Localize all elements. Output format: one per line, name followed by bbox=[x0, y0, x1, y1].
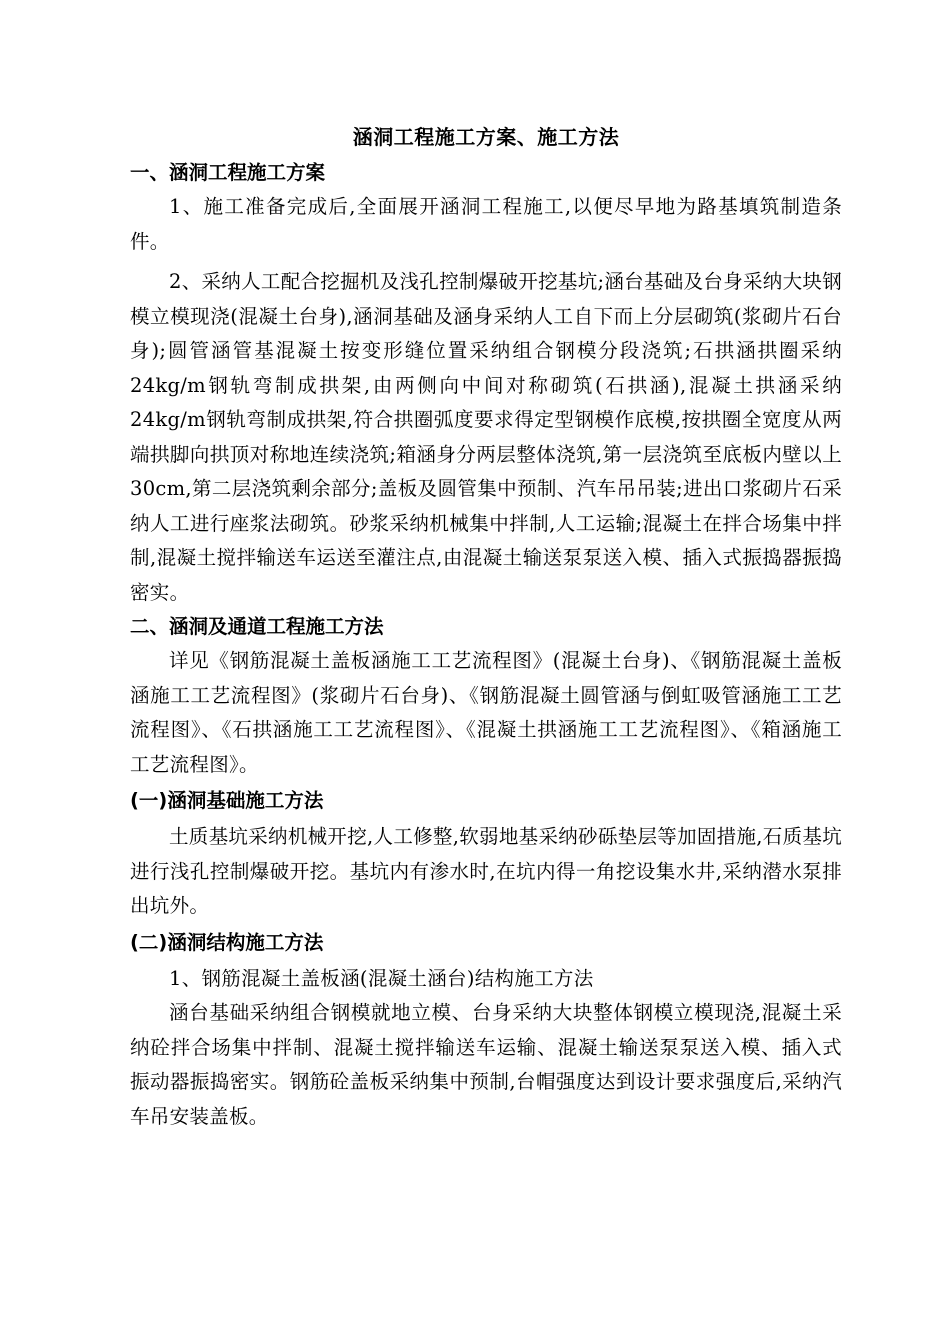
section-1 bbox=[130, 156, 842, 610]
subsection-heading: (二)涵洞结构施工方法 bbox=[130, 930, 324, 954]
paragraph: 土质基坑采纳机械开挖,人工修整,软弱地基采纳砂砾垫层等加固措施,石质基坑进行浅孔控制爆破开挖。基坑内有渗水时,在坑内得一角挖设集水井,采纳潜水泵排出坑外。 bbox=[130, 825, 842, 917]
subsection-2 bbox=[130, 924, 842, 1135]
section-heading: 二、涵洞及通道工程施工方法 bbox=[130, 615, 384, 638]
paragraph: 1、钢筋混凝土盖板涵(混凝土涵台)结构施工方法 bbox=[169, 966, 594, 990]
subsection-1 bbox=[130, 782, 842, 924]
section-2 bbox=[130, 610, 842, 782]
paragraph: 涵台基础采纳组合钢模就地立模、台身采纳大块整体钢模立模现浇,混凝土采纳砼拌合场集中拌制、混凝土搅拌输送车运输、混凝土输送泵泵送入模、插入式振动器振捣密实。钢筋砼盖板采纳集中预制,台帽强度达到设计要求强度后,采纳汽车吊安装盖板。 bbox=[130, 1001, 842, 1128]
document-page bbox=[130, 118, 842, 1134]
subsection-heading: (一)涵洞基础施工方法 bbox=[130, 789, 324, 812]
paragraph: 1、施工准备完成后,全面展开涵洞工程施工,以便尽早地为路基填筑制造条件。 bbox=[130, 195, 842, 253]
paragraph: 2、采纳人工配合挖掘机及浅孔控制爆破开挖基坑;涵台基础及台身采纳大块钢模立模现浇(混凝土台身),涵洞基础及涵身采纳人工自下而上分层砌筑(浆砌片石台身);圆管涵管基混凝土按变形缝位置采纳组合钢模分段浇筑;石拱涵拱圈采纳24kg/m钢轨弯制成拱架,由两侧向中间对称砌筑(石拱涵),混凝土拱涵采纳24kg/m钢轨弯制成拱架,符合拱圈弧度要求得定型钢模作底模,按拱圈全宽度从两端拱脚向拱顶对称地连续浇筑;箱涵身分两层整体浇筑,第一层浇筑至底板内壁以上30cm,第二层浇筑剩余部分;盖板及圆管集中预制、汽车吊吊装;进出口浆砌片石采纳人工进行座浆法砌筑。砂浆采纳机械集中拌制,人工运输;混凝土在拌合场集中拌制,混凝土搅拌输送车运送至灌注点,由混凝土输送泵泵送入模、插入式振捣器振捣密实。 bbox=[130, 270, 842, 604]
document-title: 涵洞工程施工方案、施工方法 bbox=[352, 125, 620, 149]
paragraph: 详见《钢筋混凝土盖板涵施工工艺流程图》(混凝土台身)、《钢筋混凝土盖板涵施工工艺流程图》(浆砌片石台身)、《钢筋混凝土圆管涵与倒虹吸管涵施工工艺流程图》、《石拱涵施工工艺流程图》、《混凝土拱涵施工工艺流程图》、《箱涵施工工艺流程图》。 bbox=[130, 649, 842, 776]
section-heading: 一、涵洞工程施工方案 bbox=[130, 161, 326, 184]
